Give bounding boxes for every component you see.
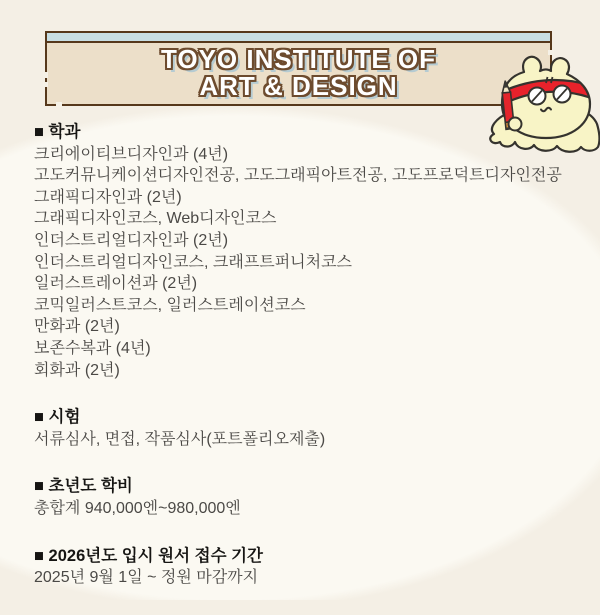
text-line: 서류심사, 면접, 작품심사(포트폴리오제출) [34, 430, 326, 448]
text-line: 그래픽디자인코스, Web디자인코스 [34, 210, 277, 228]
banner-title-line2: ART & DESIGN [199, 71, 398, 101]
section-exam [34, 407, 600, 450]
section-departments [34, 122, 600, 381]
banner-border-dash [43, 72, 48, 78]
banner-border-dash [43, 82, 48, 87]
text-line: 회화과 (2년) [34, 361, 120, 379]
section-heading: ■ 학과 [34, 123, 81, 141]
text-line: 코믹일러스트코스, 일러스트레이션코스 [34, 296, 306, 314]
banner-title-block [47, 46, 550, 100]
section-tuition [34, 476, 600, 519]
text-line: 총합계 940,000엔~980,000엔 [34, 499, 241, 517]
text-line: 인더스트리얼디자인코스, 크래프트퍼니처코스 [34, 253, 353, 271]
section-heading: ■ 초년도 학비 [34, 477, 133, 496]
info-content [34, 122, 600, 615]
section-application-period [34, 546, 600, 589]
text-line: 보존수복과 (4년) [34, 339, 151, 357]
text-line: 인더스트리얼디자인과 (2년) [34, 231, 229, 249]
banner-top-strip [47, 33, 550, 43]
section-heading: ■ 시험 [34, 408, 81, 427]
text-line: 일러스트레이션과 (2년) [34, 275, 198, 293]
text-line: 만화과 (2년) [34, 318, 120, 336]
text-line: 그래픽디자인과 (2년) [34, 188, 182, 206]
title-banner [45, 31, 552, 106]
banner-title-line1: TOYO INSTITUTE OF [160, 44, 437, 74]
section-heading: ■ 2026년도 입시 원서 접수 기간 [34, 546, 263, 565]
banner-border-dash [56, 102, 62, 107]
text-line: 크리에이티브디자인과 (4년) [34, 145, 229, 163]
text-line: 고도커뮤니케이션디자인전공, 고도그래픽아트전공, 고도프로덕트디자인전공 [34, 167, 562, 185]
text-line: 2025년 9월 1일 ~ 정원 마감까지 [34, 569, 259, 587]
